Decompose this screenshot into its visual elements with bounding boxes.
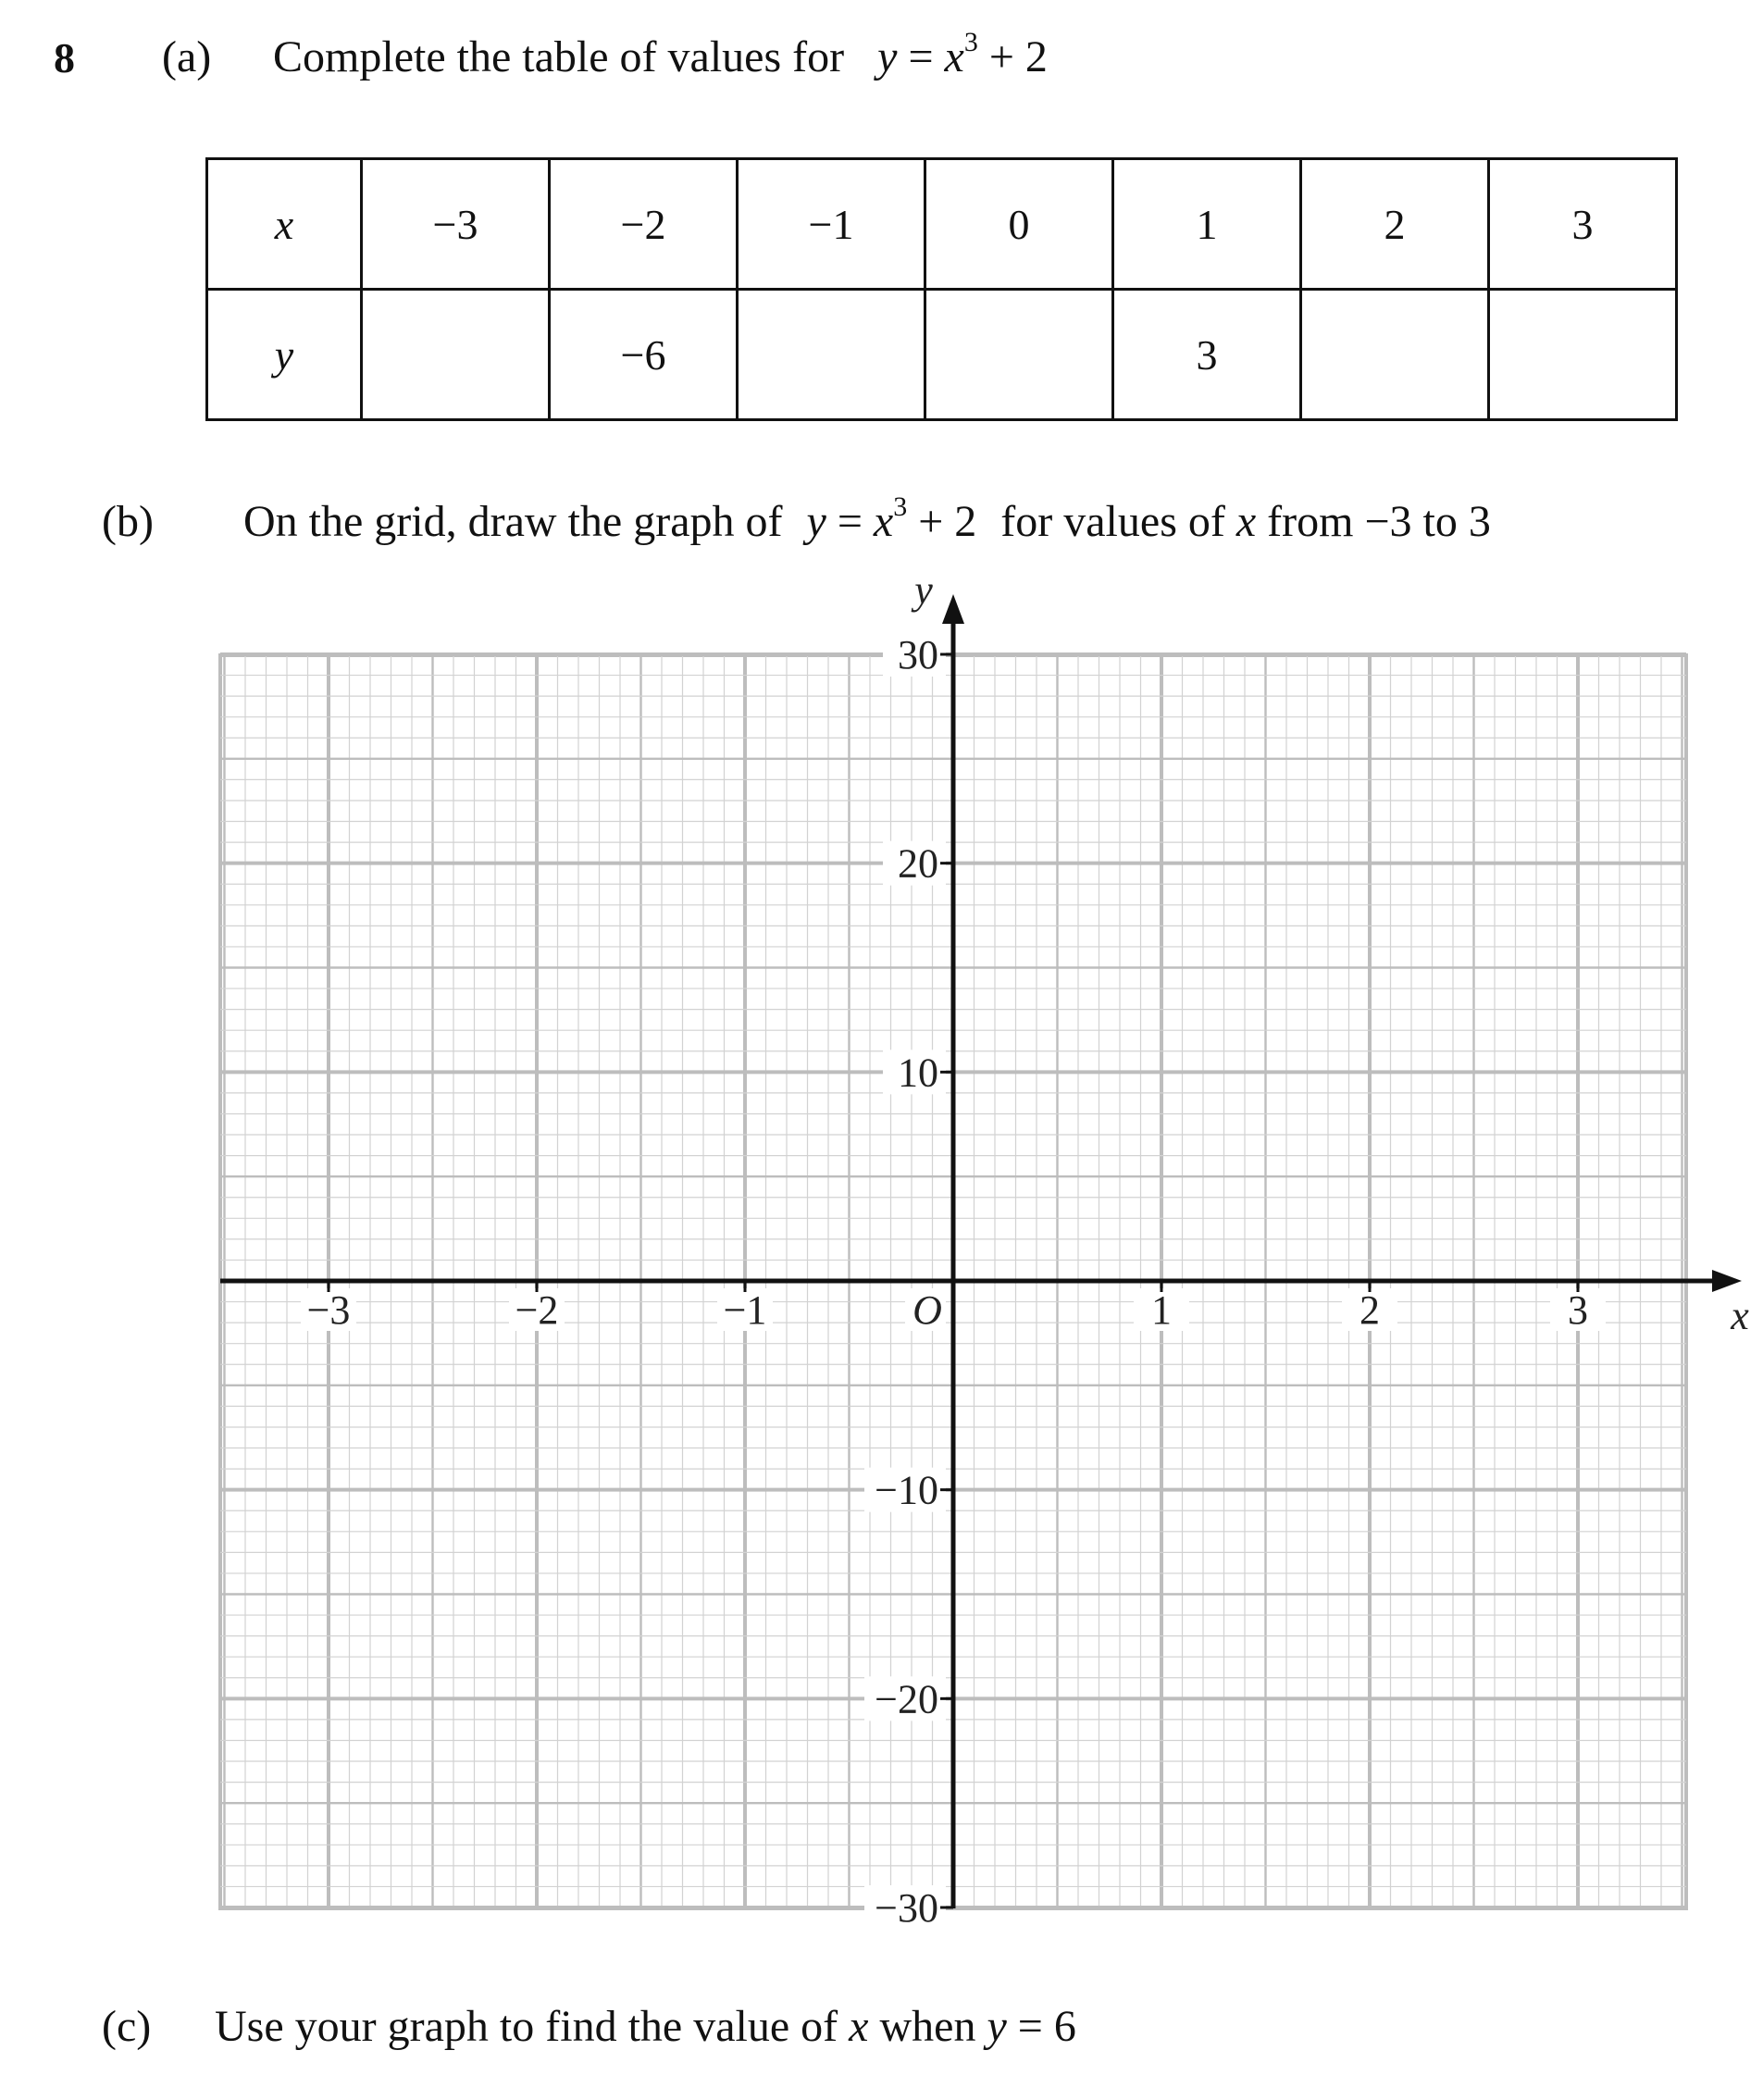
- table-x-cell: −3: [362, 159, 550, 290]
- table-x-cell: −2: [550, 159, 738, 290]
- x-tick-label: −1: [723, 1287, 767, 1333]
- x-axis-arrow-icon: [1712, 1270, 1742, 1292]
- part-b-label: (b): [102, 497, 154, 546]
- y-axis-arrow-icon: [942, 594, 964, 624]
- question-number: 8: [54, 34, 75, 81]
- x-tick-label: 3: [1568, 1287, 1588, 1333]
- x-tick-label: −2: [515, 1287, 559, 1333]
- y-tick-label: −30: [875, 1885, 938, 1931]
- y-tick-label: 10: [898, 1050, 938, 1096]
- part-b-text: On the grid, draw the graph of: [243, 497, 783, 546]
- y-tick-label: −20: [875, 1676, 938, 1722]
- part-b-equation: $y = x^3 + 2$: [806, 491, 977, 546]
- y-axis-label: y: [914, 567, 933, 613]
- x-axis-label: x: [1731, 1293, 1749, 1338]
- part-a-equation: $y = x^3 + 2$: [877, 27, 1048, 81]
- table-x-cell: 3: [1489, 159, 1677, 290]
- table-x-cell: 1: [1113, 159, 1301, 290]
- y-tick-label: 20: [898, 840, 938, 887]
- part-a-label: (a): [162, 32, 212, 81]
- part-a-text: Complete the table of values for: [273, 32, 845, 81]
- y-tick-label: −10: [875, 1467, 938, 1513]
- table-x-cell: 2: [1301, 159, 1489, 290]
- x-tick-label: 2: [1359, 1287, 1380, 1333]
- table-x-header: x: [207, 159, 362, 290]
- origin-label: O: [913, 1287, 942, 1333]
- table-y-cell: −6: [550, 290, 738, 420]
- y-tick-label: 30: [898, 632, 938, 677]
- x-tick-label: 1: [1151, 1287, 1172, 1333]
- table-y-header: y: [207, 290, 362, 420]
- table-y-cell: 3: [1113, 290, 1301, 420]
- x-tick-label: −3: [306, 1287, 351, 1333]
- part-b-range-text: for values of x from −3 to 3: [1000, 497, 1491, 546]
- table-x-cell: −1: [738, 159, 925, 290]
- table-x-cell: 0: [925, 159, 1113, 290]
- part-c-instruction: Use your graph to find the value of x when y = 6: [215, 2002, 1076, 2051]
- part-c-label: (c): [102, 2002, 152, 2051]
